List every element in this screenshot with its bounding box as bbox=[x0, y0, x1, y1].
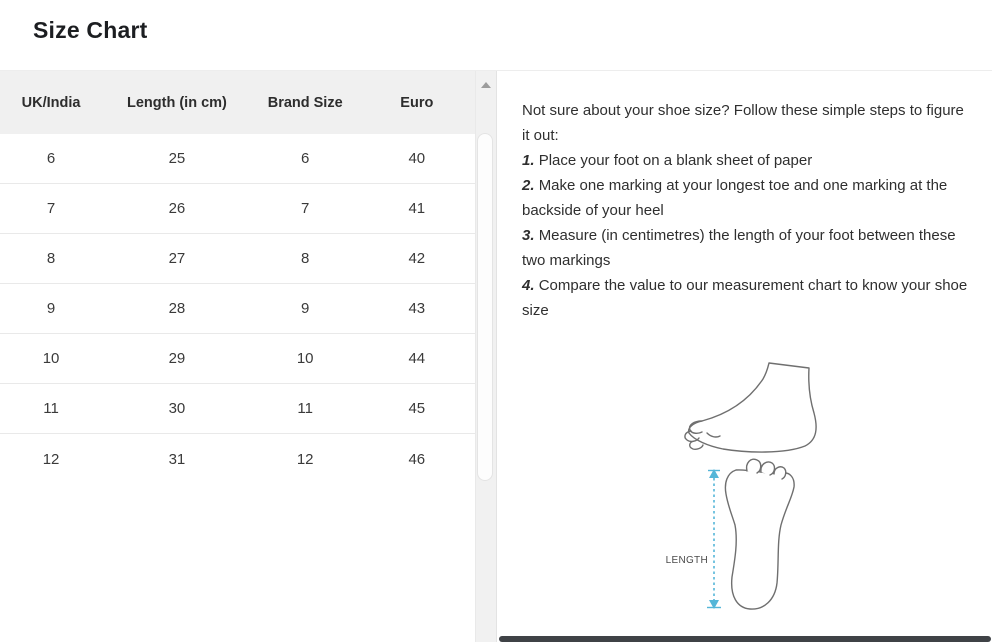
instructions-panel bbox=[497, 71, 992, 642]
table-cell: 41 bbox=[408, 200, 426, 217]
table-cell: 11 bbox=[297, 400, 313, 417]
table-row bbox=[0, 234, 475, 284]
content-area bbox=[0, 70, 992, 642]
table-cell: 11 bbox=[43, 400, 59, 417]
page-title: Size Chart bbox=[33, 17, 148, 43]
table-row bbox=[0, 284, 475, 334]
table-cell: 42 bbox=[408, 250, 426, 267]
step-item bbox=[522, 173, 972, 223]
instructions-intro: Not sure about your shoe size? Follow these simple steps to figure it out: bbox=[522, 102, 964, 144]
column-header-brand-size: Brand Size bbox=[267, 94, 343, 111]
step-text: Make one marking at your longest toe and one marking at the backside of your heel bbox=[522, 177, 948, 219]
table-cell: 27 bbox=[168, 250, 186, 267]
vertical-scrollbar-thumb[interactable] bbox=[477, 133, 493, 481]
step-text: Measure (in centimetres) the length of your foot between these two markings bbox=[522, 227, 956, 269]
foot-side-icon bbox=[685, 363, 816, 452]
table-cell: 43 bbox=[408, 300, 426, 317]
table-cell: 10 bbox=[296, 350, 314, 367]
scroll-up-icon[interactable] bbox=[481, 82, 491, 88]
table-cell: 9 bbox=[301, 300, 310, 317]
table-cell: 6 bbox=[46, 150, 56, 167]
horizontal-scrollbar-thumb[interactable] bbox=[499, 636, 991, 642]
table-cell: 25 bbox=[168, 150, 186, 167]
step-text: Place your foot on a blank sheet of paper bbox=[538, 152, 813, 169]
table-header-row bbox=[0, 71, 475, 134]
table-cell: 26 bbox=[168, 200, 186, 217]
table-cell: 45 bbox=[408, 400, 426, 417]
step-number: 1. bbox=[522, 152, 535, 169]
table-cell: 10 bbox=[42, 350, 60, 367]
vertical-scrollbar[interactable] bbox=[475, 71, 497, 642]
table-cell: 8 bbox=[46, 250, 56, 267]
foot-measurement-diagram bbox=[650, 341, 950, 631]
table-row bbox=[0, 334, 475, 384]
table-cell: 7 bbox=[301, 200, 310, 217]
table-row bbox=[0, 384, 475, 434]
table-cell: 30 bbox=[168, 400, 186, 417]
column-header-length: Length (in cm) bbox=[126, 94, 227, 111]
table-row bbox=[0, 434, 475, 484]
table-cell: 46 bbox=[408, 450, 426, 468]
step-item bbox=[522, 148, 972, 173]
length-label: LENGTH bbox=[665, 555, 708, 566]
table-row bbox=[0, 184, 475, 234]
table-cell: 44 bbox=[408, 350, 426, 367]
step-number: 3. bbox=[522, 227, 535, 244]
table-row bbox=[0, 134, 475, 184]
table-cell: 12 bbox=[296, 450, 314, 468]
table-cell: 8 bbox=[301, 250, 310, 267]
table-cell: 29 bbox=[168, 350, 186, 367]
length-arrow-icon bbox=[707, 469, 721, 609]
size-table bbox=[0, 71, 475, 642]
table-cell: 31 bbox=[168, 450, 186, 468]
table-cell: 7 bbox=[46, 200, 56, 217]
column-header-euro: Euro bbox=[400, 94, 434, 111]
step-text: Compare the value to our measurement chart to know your shoe size bbox=[522, 277, 968, 319]
table-cell: 28 bbox=[168, 300, 186, 317]
step-number: 4. bbox=[522, 277, 535, 294]
column-header-uk-india: UK/India bbox=[21, 94, 81, 111]
foot-sole-icon bbox=[725, 459, 794, 609]
table-cell: 40 bbox=[408, 150, 426, 167]
step-number: 2. bbox=[522, 177, 535, 194]
step-item bbox=[522, 223, 972, 273]
table-cell: 9 bbox=[46, 300, 56, 317]
table-cell: 6 bbox=[301, 150, 310, 167]
table-cell: 12 bbox=[42, 450, 60, 468]
instructions-text bbox=[522, 98, 972, 323]
step-item bbox=[522, 273, 972, 323]
